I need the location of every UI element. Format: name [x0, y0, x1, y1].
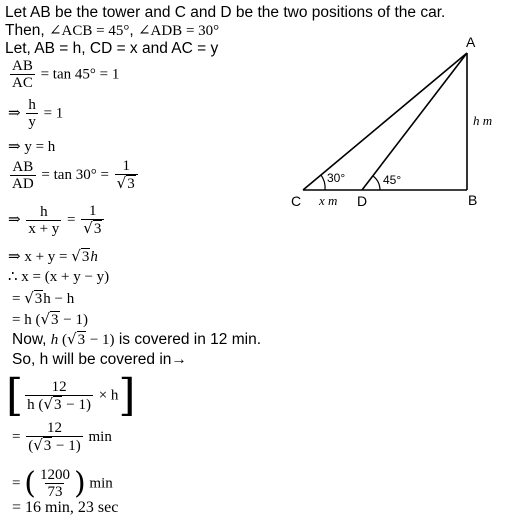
line-DA: [362, 53, 467, 190]
now-line: Now, h (√3 − 1) is covered in 12 min.: [12, 330, 262, 348]
angle-arc-d: [373, 176, 380, 190]
fraction-h-y: $\frac{h}{y}$: [28, 97, 36, 130]
label-C: C: [291, 193, 302, 209]
times-h: × h: [98, 387, 119, 404]
angle-arc-c: [321, 175, 325, 190]
min-unit-2: min: [89, 475, 113, 492]
left-bracket: [: [6, 370, 24, 421]
step-min-1: = $\frac{12}{(√3 - 1)}$ min: [12, 420, 112, 454]
angle-adb: ∠ADB = 30°: [137, 23, 220, 39]
step-8-post: h − h: [43, 291, 75, 307]
step-2-rhs: = 1: [43, 105, 64, 122]
label-D: D: [357, 193, 368, 209]
fraction-one-root3-b: $\frac{1}{√3}$: [81, 203, 104, 238]
step-min-2: = ( $\frac{1200}{73}$ ) min: [12, 466, 113, 501]
fraction-h-xy: $\frac{h}{x + y}$: [28, 203, 60, 237]
step-8: = √3h − h: [12, 289, 75, 307]
label-angle-d: 45°: [383, 173, 402, 187]
step-1: [8, 58, 119, 92]
step-4: [8, 158, 140, 193]
label-side-h: h m: [473, 113, 493, 128]
intro-line-1: Let AB be the tower and C and D be the two positions of the car.: [5, 4, 446, 21]
fraction-ab-ad: $\frac{AB}{AD}$: [12, 158, 34, 192]
step-6-text: ⇒ x + y =: [8, 249, 72, 265]
step-2: [8, 97, 63, 131]
step-4-mid: = tan 30° =: [41, 166, 109, 183]
fraction-12-over-h: $\frac{12}{h (√3 - 1)}$: [27, 378, 91, 413]
step-1-rhs: = tan 45° = 1: [40, 66, 120, 83]
now-prefix: Now,: [12, 331, 51, 348]
so-line: So, h will be covered in→: [12, 351, 187, 368]
implies-symbol: ⇒: [8, 211, 21, 228]
label-side-x: x m: [319, 193, 338, 208]
step-7: ∴ x = (x + y − y): [8, 269, 110, 285]
fraction-ab-ac: $\frac{AB}{AC}$: [12, 58, 33, 91]
intro-line-2: Then, ∠ACB = 45°, ∠ADB = 30°: [5, 22, 220, 39]
bracket-expression: [6, 370, 136, 421]
right-bracket: ]: [118, 370, 136, 421]
implies-symbol: ⇒: [8, 105, 21, 122]
fraction-1200-73: $\frac{1200}{73}$: [39, 467, 70, 500]
angle-acb: ∠ACB = 45°: [48, 23, 130, 39]
now-suffix: is covered in 12 min.: [114, 331, 262, 348]
final-answer: = 16 min, 23 sec: [12, 499, 119, 516]
fraction-12-over-root: $\frac{12}{(√3 - 1)}$: [28, 420, 81, 454]
step-8-pre: =: [12, 291, 25, 307]
label-B: B: [468, 192, 478, 208]
step-9: = h (√3 − 1): [12, 310, 88, 328]
fraction-one-root3: $\frac{1}{√3}$: [115, 158, 138, 193]
step-6: ⇒ x + y = √3h: [8, 247, 98, 265]
line-CA: [303, 53, 467, 190]
label-angle-c: 30°: [327, 171, 346, 185]
step-9-text: = h (: [12, 312, 41, 328]
intro-line-3: Let, AB = h, CD = x and AC = y: [5, 40, 219, 57]
intro-then: Then,: [5, 22, 49, 39]
step-5: ⇒ $\frac{h}{x + y}$ = $\frac{1}{√3}$: [8, 203, 106, 238]
min-unit: min: [88, 428, 112, 445]
label-A: A: [466, 34, 476, 50]
step-3: ⇒ y = h: [8, 139, 56, 155]
